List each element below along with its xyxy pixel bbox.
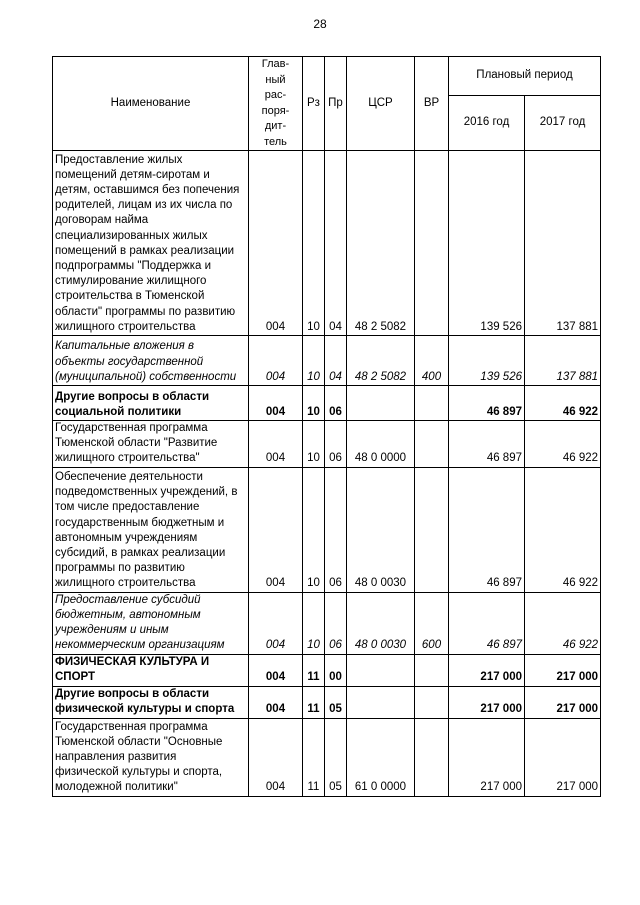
row-name — [53, 336, 249, 386]
row-csr: 48 0 0030 — [347, 592, 415, 654]
header-admin-line: поря- — [261, 104, 290, 117]
row-vr — [415, 467, 449, 592]
row-pr: 06 — [325, 592, 347, 654]
row-name — [53, 467, 249, 592]
row-name-line: помещений в рамках реализации — [55, 244, 235, 257]
row-admin: 004 — [249, 151, 303, 336]
row-rz: 11 — [303, 654, 325, 686]
row-amount-2016: 217 000 — [449, 718, 525, 796]
row-name-line: родителей, лицам из их числа по — [55, 199, 233, 212]
row-name-line: учреждениям и иным — [55, 624, 169, 637]
row-name — [53, 718, 249, 796]
row-name-line: СПОРТ — [55, 671, 96, 684]
row-csr: 48 2 5082 — [347, 336, 415, 386]
row-pr: 05 — [325, 686, 347, 718]
row-csr: 48 0 0030 — [347, 467, 415, 592]
row-pr: 05 — [325, 718, 347, 796]
row-name-line: государственным бюджетным и — [55, 516, 225, 529]
row-rz: 10 — [303, 592, 325, 654]
row-name-line: молодежной политики" — [55, 781, 178, 794]
row-rz: 10 — [303, 386, 325, 421]
row-csr — [347, 654, 415, 686]
row-admin: 004 — [249, 336, 303, 386]
row-name-line: специализированных жилых — [55, 229, 208, 242]
row-vr — [415, 654, 449, 686]
row-vr — [415, 151, 449, 336]
header-planned-period: Плановый период — [449, 57, 601, 96]
row-amount-2017: 137 881 — [525, 336, 601, 386]
row-rz: 10 — [303, 421, 325, 468]
row-name — [53, 654, 249, 686]
row-amount-2017: 46 922 — [525, 467, 601, 592]
row-amount-2017: 46 922 — [525, 592, 601, 654]
row-name-line: Государственная программа — [55, 422, 208, 434]
header-name: Наименование — [53, 57, 249, 151]
row-name-line: жилищного строительства" — [55, 452, 200, 465]
header-admin-line: ный — [265, 73, 286, 86]
row-vr — [415, 386, 449, 421]
row-csr: 48 0 0000 — [347, 421, 415, 468]
row-amount-2017: 217 000 — [525, 718, 601, 796]
table-body — [53, 151, 601, 797]
row-name-line: социальной политики — [55, 405, 182, 418]
row-name-line: Обеспечение деятельности — [55, 470, 203, 483]
row-csr: 48 2 5082 — [347, 151, 415, 336]
row-amount-2016: 139 526 — [449, 151, 525, 336]
row-admin: 004 — [249, 686, 303, 718]
table-row — [53, 686, 601, 718]
row-amount-2017: 217 000 — [525, 654, 601, 686]
row-name-line: субсидий, в рамках реализации — [55, 547, 226, 559]
row-vr: 600 — [415, 592, 449, 654]
row-admin: 004 — [249, 592, 303, 654]
table-row — [53, 718, 601, 796]
table-row — [53, 421, 601, 468]
row-amount-2017: 217 000 — [525, 686, 601, 718]
row-pr: 04 — [325, 151, 347, 336]
row-pr: 06 — [325, 386, 347, 421]
row-name-line: подведомственных учреждений, в — [55, 486, 238, 499]
row-amount-2016: 46 897 — [449, 467, 525, 592]
row-name-line: Другие вопросы в области — [55, 390, 210, 403]
row-csr — [347, 386, 415, 421]
header-admin-line: дит- — [264, 120, 287, 132]
row-admin: 004 — [249, 421, 303, 468]
row-amount-2017: 46 922 — [525, 386, 601, 421]
row-amount-2016: 217 000 — [449, 686, 525, 718]
header-csr: ЦСР — [347, 57, 415, 151]
row-vr — [415, 718, 449, 796]
row-name-line: бюджетным, автономным — [55, 609, 201, 621]
row-vr: 400 — [415, 336, 449, 386]
row-amount-2016: 217 000 — [449, 654, 525, 686]
row-amount-2016: 46 897 — [449, 592, 525, 654]
row-amount-2016: 46 897 — [449, 386, 525, 421]
row-pr: 06 — [325, 421, 347, 468]
row-name-line: договорам найма — [55, 214, 149, 227]
row-rz: 10 — [303, 336, 325, 386]
table-row — [53, 151, 601, 336]
header-vr: ВР — [415, 57, 449, 151]
row-pr: 06 — [325, 467, 347, 592]
header-admin — [249, 57, 303, 151]
row-name-line: жилищного строительства — [55, 320, 196, 333]
row-name — [53, 686, 249, 718]
row-name-line: направления развития — [55, 751, 177, 763]
row-rz: 11 — [303, 686, 325, 718]
row-name-line: Предоставление жилых — [55, 153, 183, 166]
row-name-line: ФИЗИЧЕСКАЯ КУЛЬТУРА И — [55, 656, 210, 669]
row-name-line: (муниципальной) собственности — [55, 370, 237, 383]
row-vr — [415, 686, 449, 718]
row-name — [53, 151, 249, 336]
row-name-line: помещений детям-сиротам и — [55, 168, 210, 181]
budget-table — [52, 56, 601, 797]
row-name — [53, 421, 249, 468]
row-name-line: Другие вопросы в области — [55, 688, 210, 701]
row-csr: 61 0 0000 — [347, 718, 415, 796]
row-name-line: некоммерческим организациям — [55, 639, 225, 652]
header-year-2016: 2016 год — [449, 95, 525, 150]
row-name-line: том числе предоставление — [55, 501, 200, 514]
row-rz: 11 — [303, 718, 325, 796]
row-name-line: Тюменской области "Основные — [55, 735, 223, 748]
row-rz: 10 — [303, 467, 325, 592]
header-admin-line: тель — [264, 135, 287, 148]
row-name-line: объекты государственной — [55, 355, 204, 368]
row-name-line: Тюменской области "Развитие — [55, 437, 218, 450]
table-row — [53, 336, 601, 386]
row-amount-2016: 46 897 — [449, 421, 525, 468]
row-admin: 004 — [249, 654, 303, 686]
row-pr: 00 — [325, 654, 347, 686]
row-vr — [415, 421, 449, 468]
table-row — [53, 654, 601, 686]
row-name-line: Государственная программа — [55, 720, 208, 733]
row-name-line: Предоставление субсидий — [55, 593, 201, 606]
row-rz: 10 — [303, 151, 325, 336]
row-pr: 04 — [325, 336, 347, 386]
row-name — [53, 592, 249, 654]
row-name-line: детям, оставшимся без попечения — [55, 183, 240, 196]
page-number: 28 — [313, 17, 327, 31]
row-name-line: области" программы по развитию — [55, 305, 236, 318]
row-admin: 004 — [249, 718, 303, 796]
row-name-line: жилищного строительства — [55, 577, 196, 590]
row-admin: 004 — [249, 386, 303, 421]
row-name-line: физической культуры и спорта, — [55, 766, 223, 779]
row-name-line: автономным учреждениям — [55, 531, 198, 544]
row-name-line: Капитальные вложения в — [55, 340, 195, 353]
row-name-line: строительства в Тюменской — [55, 290, 205, 303]
table-row — [53, 467, 601, 592]
table-row — [53, 592, 601, 654]
row-amount-2017: 137 881 — [525, 151, 601, 336]
header-admin-line: Глав- — [261, 58, 290, 70]
row-amount-2016: 139 526 — [449, 336, 525, 386]
header-admin-line: рас- — [264, 89, 287, 101]
row-name-line: подпрограммы "Поддержка и — [55, 259, 212, 272]
row-name-line: стимулирование жилищного — [55, 275, 207, 288]
row-name-line: физической культуры и спорта — [55, 703, 235, 716]
row-admin: 004 — [249, 467, 303, 592]
table-row — [53, 386, 601, 421]
row-name — [53, 386, 249, 421]
row-name-line: программы по развитию — [55, 562, 185, 575]
header-rz: Рз — [303, 57, 325, 151]
header-pr: Пр — [325, 57, 347, 151]
header-year-2017: 2017 год — [525, 95, 601, 150]
row-csr — [347, 686, 415, 718]
row-amount-2017: 46 922 — [525, 421, 601, 468]
